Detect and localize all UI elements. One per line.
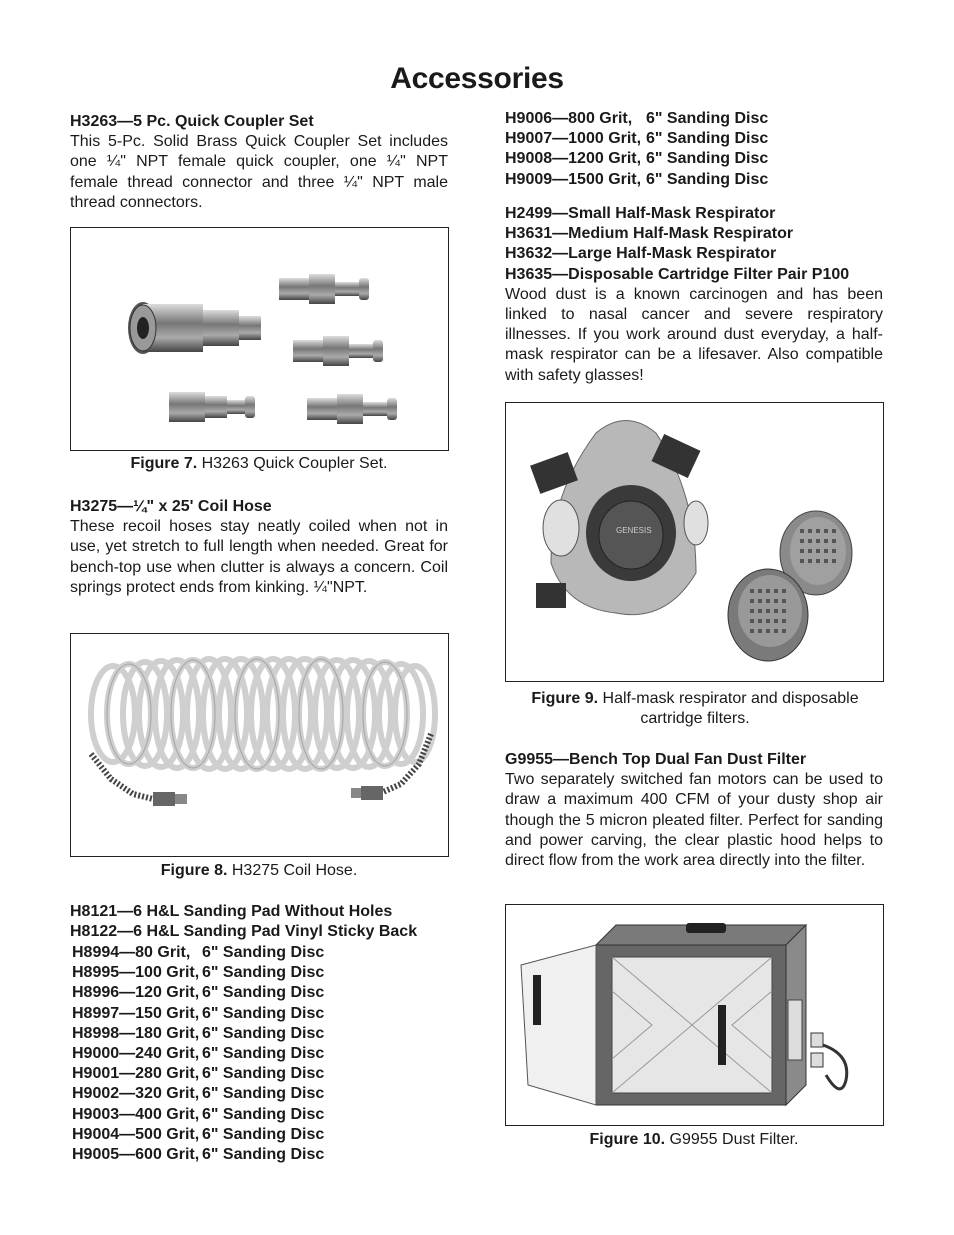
g9955-section — [505, 750, 883, 871]
disc-desc: 6" Sanding Disc — [202, 1125, 325, 1143]
h3275-body: These recoil hoses stay neatly coiled when not in use, yet stretch to full length when needed. Great for bench-top use when clutter is always a concern. Coil springs protect ends from kinking. ¼"NPT. — [70, 518, 448, 596]
cartridge-filter-icon — [728, 569, 808, 661]
disc-desc: 6" Sanding Disc — [202, 1045, 325, 1063]
disc-code: H8997—150 Grit, — [72, 1004, 200, 1022]
figure-8-text: H3275 Coil Hose. — [227, 862, 358, 879]
disc-desc: 6" Sanding Disc — [646, 150, 769, 168]
page-title: Accessories — [390, 62, 564, 95]
g9955-heading: G9955—Bench Top Dual Fan Dust Filter — [505, 751, 807, 768]
g9955-body: Two separately switched fan motors can be used to draw a maximum 400 CFM of your dusty shop air though the 5 micron pleated filter. Perfect for sanding and power carving, the clear plastic hood helps to direct flow from the work area directly into the filter. — [505, 771, 883, 870]
respirator-item: H3635—Disposable Cartridge Filter Pair P100 — [505, 265, 850, 283]
disc-code: H9008—1200 Grit, — [505, 150, 642, 168]
respirator-body: Wood dust is a known carcinogen and has been linked to nasal cancer and severe respiratory illnesses. If you work around dust everyday, a half-mask respirator can be a lifesaver. Also compatible with safety glasses! — [505, 285, 883, 384]
quick-coupler-set-image — [71, 228, 448, 450]
pad-item: H8122—6 H&L Sanding Pad Vinyl Sticky Back — [70, 923, 418, 941]
disc-desc: 6" Sanding Disc — [202, 944, 325, 961]
disc-code: H9003—400 Grit, — [72, 1105, 200, 1123]
dust-filter-image — [506, 905, 883, 1125]
h3263-heading: H3263—5 Pc. Quick Coupler Set — [70, 113, 314, 130]
male-connector-icon — [279, 274, 369, 304]
disc-desc: 6" Sanding Disc — [202, 964, 325, 982]
figure-9-text: Half-mask respirator and disposable — [598, 690, 859, 707]
figure-10-text: G9955 Dust Filter. — [665, 1131, 799, 1148]
figure-8-caption — [70, 861, 448, 881]
disc-desc: 6" Sanding Disc — [202, 984, 325, 1002]
disc-desc: 6" Sanding Disc — [202, 1105, 325, 1123]
mask-brand-text: GENESIS — [616, 526, 652, 535]
figure-7-text: H3263 Quick Coupler Set. — [197, 455, 388, 472]
respirator-item: H3632—Large Half-Mask Respirator — [505, 245, 777, 263]
figure-9-caption — [505, 689, 885, 729]
male-connector-icon — [307, 394, 397, 424]
disc-code: H8998—180 Grit, — [72, 1024, 200, 1042]
figure-8-label: Figure 8. — [160, 862, 228, 879]
disc-code: H9009—1500 Grit, — [505, 170, 642, 188]
figure-7-box — [70, 227, 449, 451]
h3263-section — [70, 112, 448, 213]
h3263-body: This 5-Pc. Solid Brass Quick Coupler Set includes one ¼" NPT female quick coupler, one ¼" NPT female thread connector and three ¼" NPT male thread connectors. — [70, 133, 448, 211]
disc-code: H8994—80 Grit, — [72, 944, 191, 961]
figure-7-label: Figure 7. — [130, 455, 198, 472]
figure-10-box — [505, 904, 884, 1126]
half-mask-respirator-icon — [530, 421, 708, 615]
figure-8-box — [70, 633, 449, 857]
disc-code: H9000—240 Grit, — [72, 1045, 200, 1063]
disc-code: H9006—800 Grit, — [505, 110, 633, 127]
disc-desc: 6" Sanding Disc — [202, 1004, 325, 1022]
disc-code: H9002—320 Grit, — [72, 1085, 200, 1103]
respirator-image — [506, 403, 883, 681]
disc-desc: 6" Sanding Disc — [646, 110, 769, 127]
figure-10-label: Figure 10. — [589, 1131, 666, 1148]
sanding-discs-list-right — [505, 109, 885, 190]
male-connector-icon — [293, 336, 383, 366]
disc-code: H9007—1000 Grit, — [505, 130, 642, 148]
disc-code: H9005—600 Grit, — [72, 1146, 200, 1164]
sanding-pads-list — [70, 902, 450, 942]
coil-hose-image — [71, 634, 448, 856]
h3275-section — [70, 497, 448, 598]
figure-9-text-line2: cartridge filters. — [640, 710, 750, 728]
respirator-item: H2499—Small Half-Mask Respirator — [505, 205, 776, 222]
disc-desc: 6" Sanding Disc — [646, 170, 769, 188]
respirator-section — [505, 204, 883, 386]
disc-desc: 6" Sanding Disc — [202, 1085, 325, 1103]
figure-7-caption — [70, 454, 448, 474]
disc-desc: 6" Sanding Disc — [202, 1065, 325, 1083]
disc-desc: 6" Sanding Disc — [646, 130, 769, 148]
respirator-item: H3631—Medium Half-Mask Respirator — [505, 225, 794, 243]
disc-code: H8996—120 Grit, — [72, 984, 200, 1002]
female-coupler-icon — [128, 302, 261, 354]
disc-code: H9001—280 Grit, — [72, 1065, 200, 1083]
disc-code: H9004—500 Grit, — [72, 1125, 200, 1143]
female-thread-connector-icon — [169, 392, 255, 422]
disc-desc: 6" Sanding Disc — [202, 1146, 325, 1164]
disc-code: H8995—100 Grit, — [72, 964, 200, 982]
figure-9-label: Figure 9. — [531, 690, 599, 707]
disc-desc: 6" Sanding Disc — [202, 1024, 325, 1042]
h3275-heading: H3275—¼" x 25' Coil Hose — [70, 498, 272, 515]
figure-9-box — [505, 402, 884, 682]
pad-item: H8121—6 H&L Sanding Pad Without Holes — [70, 903, 393, 920]
figure-10-caption — [505, 1130, 883, 1150]
sanding-discs-list-left — [72, 943, 452, 1165]
